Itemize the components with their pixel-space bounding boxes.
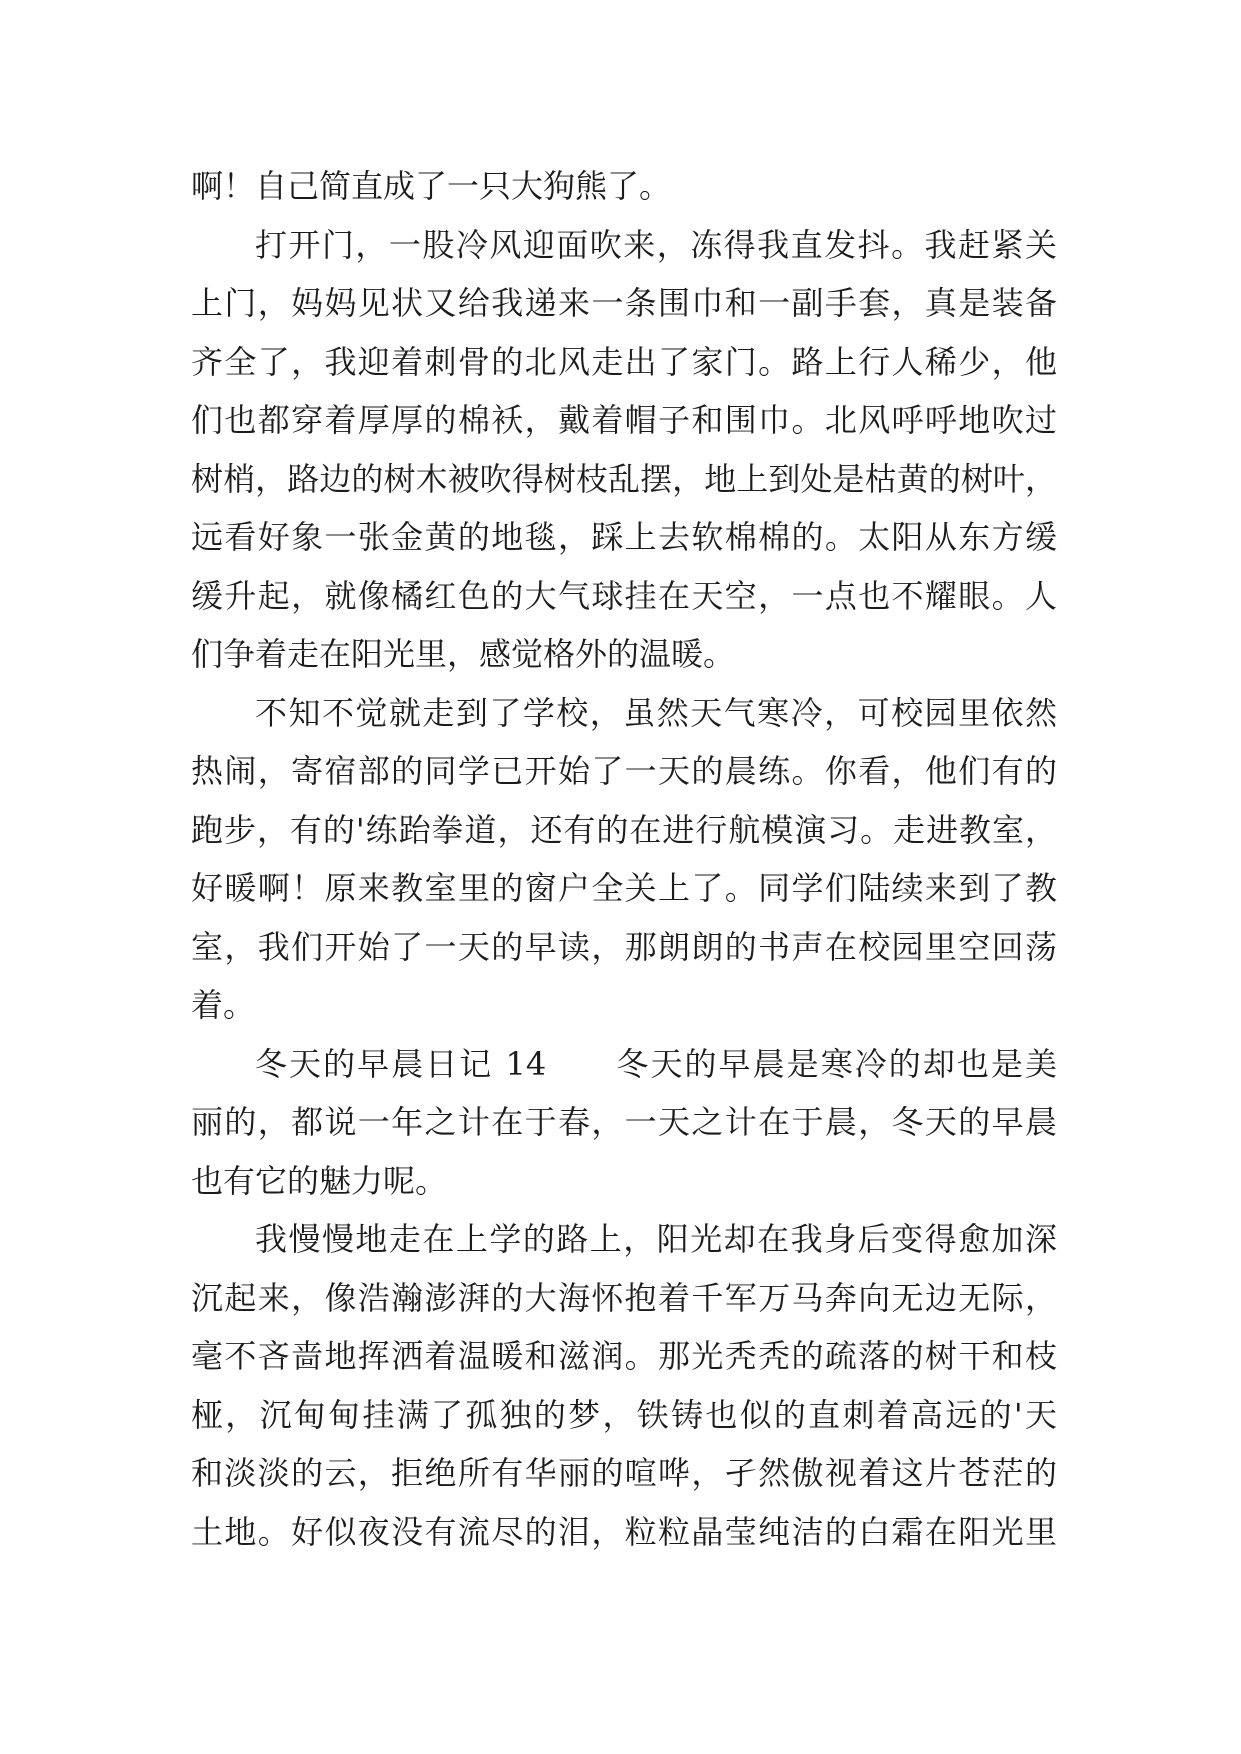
- text-line: 桠，沉甸甸挂满了孤独的梦，铁铸也似的直刺着高远的'天: [191, 1395, 1057, 1434]
- paragraph: [191, 157, 1057, 216]
- paragraph: [191, 1210, 1057, 1561]
- text-line: 齐全了，我迎着刺骨的北风走出了家门。路上行人稀少，他: [191, 342, 1057, 381]
- text-line: 啊！自己简直成了一只大狗熊了。: [191, 167, 672, 205]
- text-line: 缓升起，就像橘红色的大气球挂在天空，一点也不耀眼。人: [191, 576, 1057, 615]
- paragraph: [191, 216, 1057, 684]
- text-line: 跑步，有的'练跆拳道，还有的在进行航模演习。走进教室，: [191, 810, 1057, 849]
- text-line: 好暖啊！原来教室里的窗户全关上了。同学们陆续来到了教: [191, 869, 1057, 907]
- body-text: [191, 157, 1057, 1561]
- text-line: 沉起来，像浩瀚澎湃的大海怀抱着千军万马奔向无边无际，: [191, 1278, 1057, 1317]
- text-line: 也有它的魅力呢。: [191, 1161, 448, 1200]
- text-line: 土地。好似夜没有流尽的泪，粒粒晶莹纯洁的白霜在阳光里: [191, 1512, 1057, 1551]
- text-line: 不知不觉就走到了学校，虽然天气寒冷，可校园里依然: [255, 693, 1057, 732]
- paragraph: [191, 1035, 1057, 1211]
- text-line: 上门，妈妈见状又给我递来一条围巾和一副手套，真是装备: [191, 284, 1057, 322]
- text-line: 远看好象一张金黄的地毯，踩上去软棉棉的。太阳从东方缓: [191, 518, 1057, 556]
- text-line: 我慢慢地走在上学的路上，阳光却在我身后变得愈加深: [255, 1220, 1057, 1258]
- text-line: 打开门，一股冷风迎面吹来，冻得我直发抖。我赶紧关: [255, 225, 1057, 264]
- text-line: 冬天的早晨日记 14 冬天的早晨是寒冷的却也是美: [255, 1044, 1057, 1083]
- text-line: 室，我们开始了一天的早读，那朗朗的书声在校园里空回荡: [191, 927, 1057, 966]
- text-line: 热闹，寄宿部的同学已开始了一天的晨练。你看，他们有的: [191, 752, 1057, 790]
- text-line: 丽的，都说一年之计在于春，一天之计在于晨，冬天的早晨: [191, 1103, 1057, 1141]
- text-line: 着。: [191, 986, 256, 1024]
- text-line: 树梢，路边的树木被吹得树枝乱摆，地上到处是枯黄的树叶，: [191, 459, 1057, 498]
- text-line: 和淡淡的云，拒绝所有华丽的喧哗，孑然傲视着这片苍茫的: [191, 1454, 1057, 1492]
- paragraph: [191, 684, 1057, 1035]
- text-line: 毫不吝啬地挥洒着温暖和滋润。那光秃秃的疏落的树干和枝: [191, 1337, 1057, 1375]
- text-line: 们也都穿着厚厚的棉袄，戴着帽子和围巾。北风呼呼地吹过: [191, 401, 1057, 439]
- text-line: 们争着走在阳光里，感觉格外的温暖。: [191, 635, 736, 673]
